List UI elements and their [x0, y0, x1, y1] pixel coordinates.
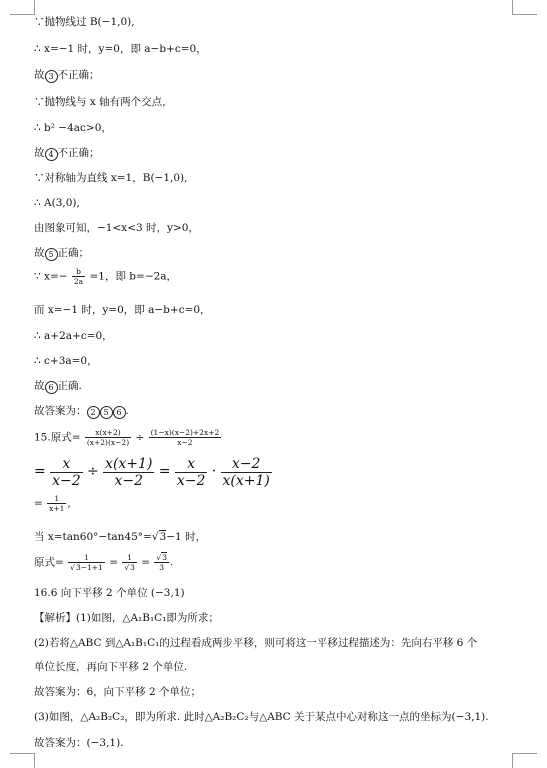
fraction: $\frac{√3}{3}$ — [156, 553, 167, 572]
circled-number: 2 — [87, 406, 100, 419]
text-line: ∵对称轴为直线 x=1，B(−1,0), — [34, 172, 188, 184]
page-corner-mark-top-left — [10, 0, 35, 15]
text-line: 【解析】(1)如图，△A₁B₁C₁即为所求； — [34, 612, 219, 624]
fraction: $\frac{x(x+1)}{x-2}$ — [105, 456, 153, 489]
text-line: ∵抛物线与 x 轴有两个交点， — [34, 96, 173, 108]
page-corner-mark-bottom-left — [10, 753, 35, 768]
fraction: $\frac{b}{2a}$ — [73, 267, 84, 286]
equation-line: 原式= $\frac{1}{√3-1+1}$ = $\frac{1}{√3}$ = $\frac{√3}{3}$ . — [34, 553, 174, 572]
page-corner-mark-bottom-right — [512, 753, 537, 768]
fraction: $\frac{x}{x-2}$ — [52, 456, 81, 489]
text-line: ∴ b² −4ac>0， — [34, 122, 112, 134]
equation-line: = $\frac{x}{x-2}$ ÷ $\frac{x(x+1)}{x-2}$ = $\frac{x}{x-2}$ · $\frac{x-2}{x(x+1)}$ — [34, 456, 270, 489]
circled-number: 4 — [45, 148, 58, 161]
page-corner-mark-top-right — [512, 0, 537, 15]
fraction: $\frac{(1-x)(x-2)+2x+2}{x-2}$ — [150, 428, 220, 447]
circled-number: 5 — [100, 406, 113, 419]
text-line: ∴ x=−1 时，y=0，即 a−b+c=0， — [34, 43, 207, 55]
text-line: 而 x=−1 时，y=0，即 a−b+c=0， — [34, 304, 211, 316]
text-line: 故答案为：(−3,1). — [34, 737, 124, 749]
text-line: 故 6 正确. — [34, 380, 82, 392]
text-line: 故 5 正确； — [34, 247, 89, 259]
equation-line: 15.原式= $\frac{x(x+2)}{(x+2)(x-2)}$ ÷ $\frac{(1-x)(x-2)+2x+2}{x-2}$ — [34, 428, 220, 447]
fraction: $\frac{x(x+2)}{(x+2)(x-2)}$ — [86, 428, 130, 447]
text-line: ∴ c+3a=0， — [34, 355, 98, 367]
text-line: ∵抛物线过 B(−1,0), — [34, 16, 135, 28]
circled-number: 3 — [45, 70, 58, 83]
fraction: $\frac{1}{√3}$ — [124, 553, 135, 572]
answer-title: 16.6 向下平移 2 个单位 (−3,1) — [34, 587, 185, 599]
text-line: 由图象可知，−1<x<3 时，y>0， — [34, 222, 199, 234]
text-line: 故 3 不正确； — [34, 69, 100, 81]
text-line: ∴ A(3,0), — [34, 197, 80, 209]
circled-number: 5 — [45, 248, 58, 261]
text-line: ∵ x=− $\frac{b}{2a}$ =1，即 b=−2a， — [34, 267, 178, 286]
fraction: $\frac{x-2}{x(x+1)}$ — [222, 456, 270, 489]
text-line: 故答案为：6，向下平移 2 个单位； — [34, 686, 202, 698]
text-line: ∴ a+2a+c=0， — [34, 330, 113, 342]
text-line: 故 4 不正确； — [34, 147, 100, 159]
fraction: $\frac{x}{x-2}$ — [176, 456, 206, 489]
text-line: 单位长度，再向下平移 2 个单位. — [34, 661, 188, 673]
fraction: $\frac{1}{√3-1+1}$ — [70, 553, 103, 572]
circled-number: 6 — [45, 381, 58, 394]
answer-line: 故答案为： 2 5 6 . — [34, 405, 129, 417]
equation-line: = $\frac{1}{x+1}$ , — [34, 494, 71, 513]
text-line: 当 x=tan60°−tan45°=√3−1 时， — [34, 531, 207, 543]
fraction: $\frac{1}{x+1}$ — [49, 494, 65, 513]
text-line: (2)若将△ABC 到△A₁B₁C₁的过程看成两步平移，则可将这一平移过程描述为：先向右平移 6 个 — [34, 637, 478, 649]
circled-number: 6 — [113, 406, 126, 419]
text-line: (3)如图，△A₂B₂C₂，即为所求. 此时△A₂B₂C₂与△ABC 关于某点中心对称这一点的坐标为(−3,1). — [34, 711, 489, 723]
